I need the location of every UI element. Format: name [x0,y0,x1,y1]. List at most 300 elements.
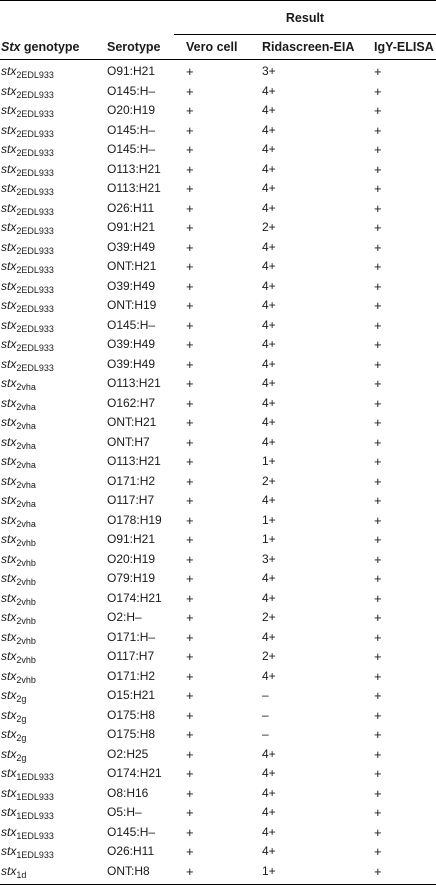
serotype-cell: O2:H– [107,610,142,624]
vero-cell-result: + [186,83,194,99]
serotype-cell: O171:H– [107,629,156,644]
genotype-base: stx [1,844,17,858]
genotype-cell [1,84,54,98]
table-row [0,333,436,353]
vero-cell-result: + [186,415,194,430]
genotype-column-header [1,40,80,54]
ridascreen-result: 2+ [262,610,276,624]
vero-cell-result: + [186,142,194,157]
genotype-cell [1,298,54,312]
ridascreen-result: 4+ [262,200,276,215]
genotype-subscript: 2EDL933 [16,128,54,139]
table-row [0,450,436,470]
genotype-subscript: 2EDL933 [16,226,54,236]
genotype-base: stx [1,512,17,527]
table-row [0,197,436,217]
genotype-subscript: 2vha [16,421,36,431]
genotype-base: stx [1,278,17,293]
genotype-cell [1,376,36,390]
ridascreen-result: 4+ [262,317,276,332]
genotype-cell [1,396,36,410]
igy-elisa-result: + [374,844,382,859]
vero-cell-result: + [186,200,194,216]
vero-cell-result: + [186,805,194,820]
serotype-cell: ONT:H8 [107,863,150,878]
igy-elisa-result: + [374,122,382,138]
genotype-subscript: 2vha [16,499,36,509]
genotype-base: stx [1,434,17,449]
vero-cell-result: + [186,395,194,411]
serotype-cell: O174:H21 [107,766,162,780]
igy-elisa-result: + [374,863,382,879]
igy-elisa-result: + [374,707,382,723]
table-row [0,665,436,685]
serotype-cell: O39:H49 [107,278,156,293]
serotype-cell: O171:H2 [107,473,156,488]
genotype-base: stx [1,785,17,800]
table-row [0,470,436,490]
ridascreen-result: 4+ [262,122,276,137]
serotype-cell: O91:H21 [107,64,156,78]
ridascreen-result: 1+ [262,863,276,878]
igy-elisa-result: + [374,376,382,391]
genotype-base: stx [1,707,17,722]
table-row [0,704,436,724]
genotype-base: stx [1,629,17,644]
table-row [0,782,436,802]
table-row [0,392,436,412]
genotype-base: stx [1,161,17,176]
table-row [0,314,436,334]
genotype-subscript: 2vha [16,460,36,470]
ridascreen-result: 2+ [262,473,276,488]
serotype-cell: O91:H21 [107,532,156,546]
vero-cell-result: + [186,824,194,840]
table-row [0,255,436,275]
vero-cell-result: + [186,376,194,391]
genotype-cell [1,64,54,78]
genotype-cell [1,318,54,332]
genotype-base: stx [1,766,17,780]
genotype-cell [1,805,54,819]
ridascreen-result: 1+ [262,454,276,468]
igy-elisa-result: + [374,512,382,528]
vero-cell-result: + [186,863,194,879]
table-row [0,177,436,197]
genotype-base: stx [1,746,17,761]
genotype-base: stx [1,493,17,507]
table-row [0,372,436,392]
table-row [0,723,436,743]
vero-cell-result: + [186,259,194,274]
genotype-header-rest: genotype [20,40,80,54]
vero-cell-result: + [186,532,194,547]
igy-elisa-result: + [374,298,382,313]
genotype-subscript: 2vha [16,440,36,451]
serotype-cell: O26:H11 [107,844,155,858]
vero-cell-result: + [186,64,194,79]
genotype-base: stx [1,298,17,312]
igy-elisa-result: + [374,415,382,430]
ridascreen-result: 4+ [262,278,276,293]
genotype-subscript: 1EDL933 [16,830,54,841]
genotype-cell [1,610,36,624]
genotype-base: stx [1,376,17,390]
genotype-cell [1,786,54,800]
vero-cell-result: + [186,746,194,762]
genotype-subscript: 2vhb [16,557,36,568]
igy-elisa-result: + [374,395,382,411]
ridascreen-result: 2+ [262,220,276,234]
genotype-base: stx [1,610,17,624]
genotype-base: stx [1,805,17,819]
genotype-cell [1,532,36,546]
table-body [0,60,436,879]
table-row [0,626,436,646]
genotype-base: stx [1,181,17,195]
serotype-cell: O20:H19 [107,551,156,566]
igy-elisa-result: + [374,493,382,508]
igy-elisa-result: + [374,337,382,352]
genotype-cell [1,766,54,780]
vero-cell-result: + [186,317,194,333]
ridascreen-column-header: Ridascreen-EIA [262,40,355,54]
genotype-subscript: 2EDL933 [16,89,54,100]
vero-cell-result: + [186,220,194,235]
igy-elisa-result: + [374,785,382,801]
genotype-header-italic: Stx [1,40,21,54]
igy-elisa-result: + [374,746,382,762]
vero-cell-result: + [186,688,194,703]
serotype-cell: O79:H19 [107,571,156,585]
genotype-base: stx [1,356,17,371]
igy-elisa-result: + [374,473,382,489]
table-row [0,762,436,782]
vero-cell-result: + [186,590,194,606]
genotype-cell [1,708,26,722]
genotype-subscript: 2vha [16,382,36,392]
ridascreen-result: 4+ [262,746,276,761]
ridascreen-result: 4+ [262,434,276,449]
genotype-cell [1,571,36,585]
genotype-base: stx [1,863,17,878]
genotype-base: stx [1,590,17,605]
table-row [0,294,436,314]
serotype-cell: O145:H– [107,317,156,332]
vero-cell-result: + [186,161,194,177]
genotype-subscript: 2EDL933 [16,167,54,178]
serotype-cell: O26:H11 [107,200,155,215]
igy-elisa-result: + [374,220,382,235]
serotype-cell: ONT:H21 [107,415,157,429]
ridascreen-result: 4+ [262,259,276,273]
serotype-cell: O145:H– [107,142,156,156]
igy-elisa-result: + [374,278,382,294]
ridascreen-result: 1+ [262,512,276,527]
genotype-subscript: 1EDL933 [16,811,54,821]
vero-cell-result: + [186,454,194,469]
vero-cell-result: + [186,103,194,118]
vero-cell-result: + [186,571,194,586]
genotype-subscript: 2vhb [16,655,36,665]
vero-cell-result: + [186,610,194,625]
genotype-cell [1,454,36,468]
table-row [0,236,436,256]
vero-cell-result: + [186,356,194,372]
genotype-cell [1,103,54,117]
serotype-cell: O171:H2 [107,668,156,683]
genotype-cell [1,337,54,351]
igy-elisa-result: + [374,239,382,255]
table-row [0,509,436,529]
serotype-cell: O39:H49 [107,239,156,254]
genotype-base: stx [1,142,17,156]
ridascreen-result: 4+ [262,181,276,195]
serotype-cell: O178:H19 [107,512,162,527]
igy-elisa-result: + [374,649,382,664]
genotype-cell [1,162,54,176]
table-header-group [0,0,436,35]
genotype-cell [1,513,36,527]
genotype-subscript: 2EDL933 [16,323,54,334]
genotype-subscript: 2vhb [16,538,36,548]
vero-cell-result: + [186,727,194,742]
table-row [0,860,436,880]
genotype-subscript: 1d [16,869,27,880]
genotype-base: stx [1,551,17,566]
igy-elisa-result: + [374,103,382,118]
genotype-base: stx [1,649,17,663]
serotype-cell: O117:H7 [107,493,155,507]
ridascreen-result: 3+ [262,551,276,566]
vero-cell-result: + [186,668,194,684]
vero-cell-result: + [186,707,194,723]
ridascreen-result: 3+ [262,64,276,78]
table-row [0,528,436,548]
genotype-cell [1,142,54,156]
igy-column-header: IgY-ELISA [374,40,434,54]
serotype-cell: O117:H7 [107,649,155,663]
vero-cell-result: + [186,493,194,508]
serotype-cell: O5:H– [107,805,142,819]
ridascreen-result: 1+ [262,532,276,546]
genotype-subscript: 2g [16,713,27,724]
genotype-subscript: 1EDL933 [16,850,54,860]
table-row [0,645,436,665]
genotype-cell [1,747,26,761]
genotype-subscript: 2g [16,752,27,763]
serotype-cell: O113:H21 [107,376,161,390]
genotype-cell [1,259,54,273]
igy-elisa-result: + [374,142,382,157]
serotype-cell: ONT:H7 [107,434,150,449]
genotype-cell [1,123,54,137]
genotype-base: stx [1,454,17,468]
genotype-base: stx [1,259,17,273]
table-row [0,743,436,763]
ridascreen-result: 4+ [262,844,276,858]
genotype-subscript: 2vha [16,479,36,490]
ridascreen-result: 4+ [262,395,276,410]
table-row [0,216,436,236]
vero-cell-result: + [186,181,194,196]
table-row [0,275,436,295]
genotype-subscript: 2vhb [16,596,36,607]
table-header-row [0,34,436,60]
ridascreen-result: 4+ [262,142,276,156]
genotype-cell [1,591,36,605]
genotype-subscript: 2EDL933 [16,187,54,197]
genotype-cell [1,825,54,839]
genotype-cell [1,181,54,195]
ridascreen-result: 4+ [262,668,276,683]
genotype-subscript: 2vhb [16,577,36,587]
ridascreen-result: 4+ [262,298,276,312]
genotype-base: stx [1,532,17,546]
vero-column-header: Vero cell [186,40,238,54]
igy-elisa-result: + [374,200,382,216]
result-group-heading: Result [285,11,325,25]
ridascreen-result: 4+ [262,103,276,117]
genotype-cell [1,201,54,215]
genotype-subscript: 2g [16,694,27,704]
genotype-base: stx [1,239,17,254]
igy-elisa-result: + [374,668,382,684]
genotype-cell [1,864,26,878]
table-row [0,801,436,821]
genotype-base: stx [1,473,17,488]
ridascreen-result: 4+ [262,415,276,429]
genotype-cell [1,669,36,683]
table-row [0,567,436,587]
ridascreen-result: 4+ [262,493,276,507]
vero-cell-result: + [186,649,194,664]
ridascreen-result: 4+ [262,356,276,371]
table-row [0,431,436,451]
genotype-cell [1,240,54,254]
genotype-base: stx [1,337,17,351]
genotype-base: stx [1,668,17,683]
ridascreen-result: – [262,688,269,702]
table-row [0,411,436,431]
genotype-cell [1,844,54,858]
serotype-cell: ONT:H19 [107,298,157,312]
ridascreen-result: 4+ [262,83,276,98]
vero-cell-result: + [186,512,194,528]
genotype-subscript: 2EDL933 [16,70,54,80]
serotype-cell: O174:H21 [107,590,162,605]
ridascreen-result: 4+ [262,629,276,644]
vero-cell-result: + [186,629,194,645]
ridascreen-result: 4+ [262,376,276,390]
genotype-cell [1,474,36,488]
genotype-base: stx [1,122,17,137]
igy-elisa-result: + [374,161,382,177]
genotype-base: stx [1,824,17,839]
igy-elisa-result: + [374,610,382,625]
ridascreen-result: 4+ [262,805,276,819]
genotype-subscript: 2vhb [16,616,36,626]
genotype-subscript: 2EDL933 [16,148,54,158]
igy-elisa-result: + [374,590,382,606]
serotype-cell: O175:H8 [107,727,156,741]
igy-elisa-result: + [374,824,382,840]
igy-elisa-result: + [374,356,382,372]
genotype-subscript: 2EDL933 [16,265,54,275]
table-row [0,353,436,373]
igy-elisa-result: + [374,629,382,645]
table-row [0,138,436,158]
vero-cell-result: + [186,434,194,450]
genotype-subscript: 2EDL933 [16,304,54,314]
genotype-base: stx [1,200,17,215]
ridascreen-result: 4+ [262,766,276,780]
igy-elisa-result: + [374,434,382,450]
table-bottom-rule [0,884,436,885]
ridascreen-result: 4+ [262,590,276,605]
serotype-cell: O175:H8 [107,707,156,722]
genotype-base: stx [1,317,17,332]
ridascreen-result: 4+ [262,785,276,800]
genotype-cell [1,552,36,566]
serotype-cell: ONT:H21 [107,259,157,273]
genotype-subscript: 2EDL933 [16,362,54,373]
serotype-cell: O145:H– [107,122,156,137]
igy-elisa-result: + [374,317,382,333]
igy-elisa-result: + [374,688,382,703]
genotype-subscript: 2EDL933 [16,109,54,119]
igy-elisa-result: + [374,83,382,99]
genotype-subscript: 2EDL933 [16,245,54,256]
genotype-subscript: 2vha [16,518,36,529]
ridascreen-result: – [262,707,269,722]
genotype-base: stx [1,415,17,429]
serotype-cell: O15:H21 [107,688,156,702]
table-row [0,840,436,860]
genotype-cell [1,649,36,663]
vero-cell-result: + [186,551,194,567]
genotype-cell [1,279,54,293]
genotype-subscript: 2vha [16,401,36,412]
vero-cell-result: + [186,337,194,352]
igy-elisa-result: + [374,454,382,469]
genotype-cell [1,727,26,741]
genotype-subscript: 2vhb [16,635,36,646]
vero-cell-result: + [186,122,194,138]
ridascreen-result: – [262,727,269,741]
serotype-cell: O91:H21 [107,220,156,234]
igy-elisa-result: + [374,532,382,547]
genotype-subscript: 2g [16,733,27,743]
igy-elisa-result: + [374,766,382,781]
vero-cell-result: + [186,298,194,313]
igy-elisa-result: + [374,571,382,586]
table-row [0,158,436,178]
genotype-cell [1,630,36,644]
serotype-cell: O113:H21 [107,161,161,176]
table-row [0,821,436,841]
genotype-base: stx [1,727,17,741]
genotype-base: stx [1,571,17,585]
serotype-column-header: Serotype [107,40,161,54]
genotype-cell [1,415,36,429]
serotype-cell: O145:H– [107,824,156,839]
igy-elisa-result: + [374,64,382,79]
serotype-cell: O113:H21 [107,454,161,468]
serotype-cell: O39:H49 [107,337,156,351]
genotype-base: stx [1,103,17,117]
genotype-base: stx [1,395,17,410]
